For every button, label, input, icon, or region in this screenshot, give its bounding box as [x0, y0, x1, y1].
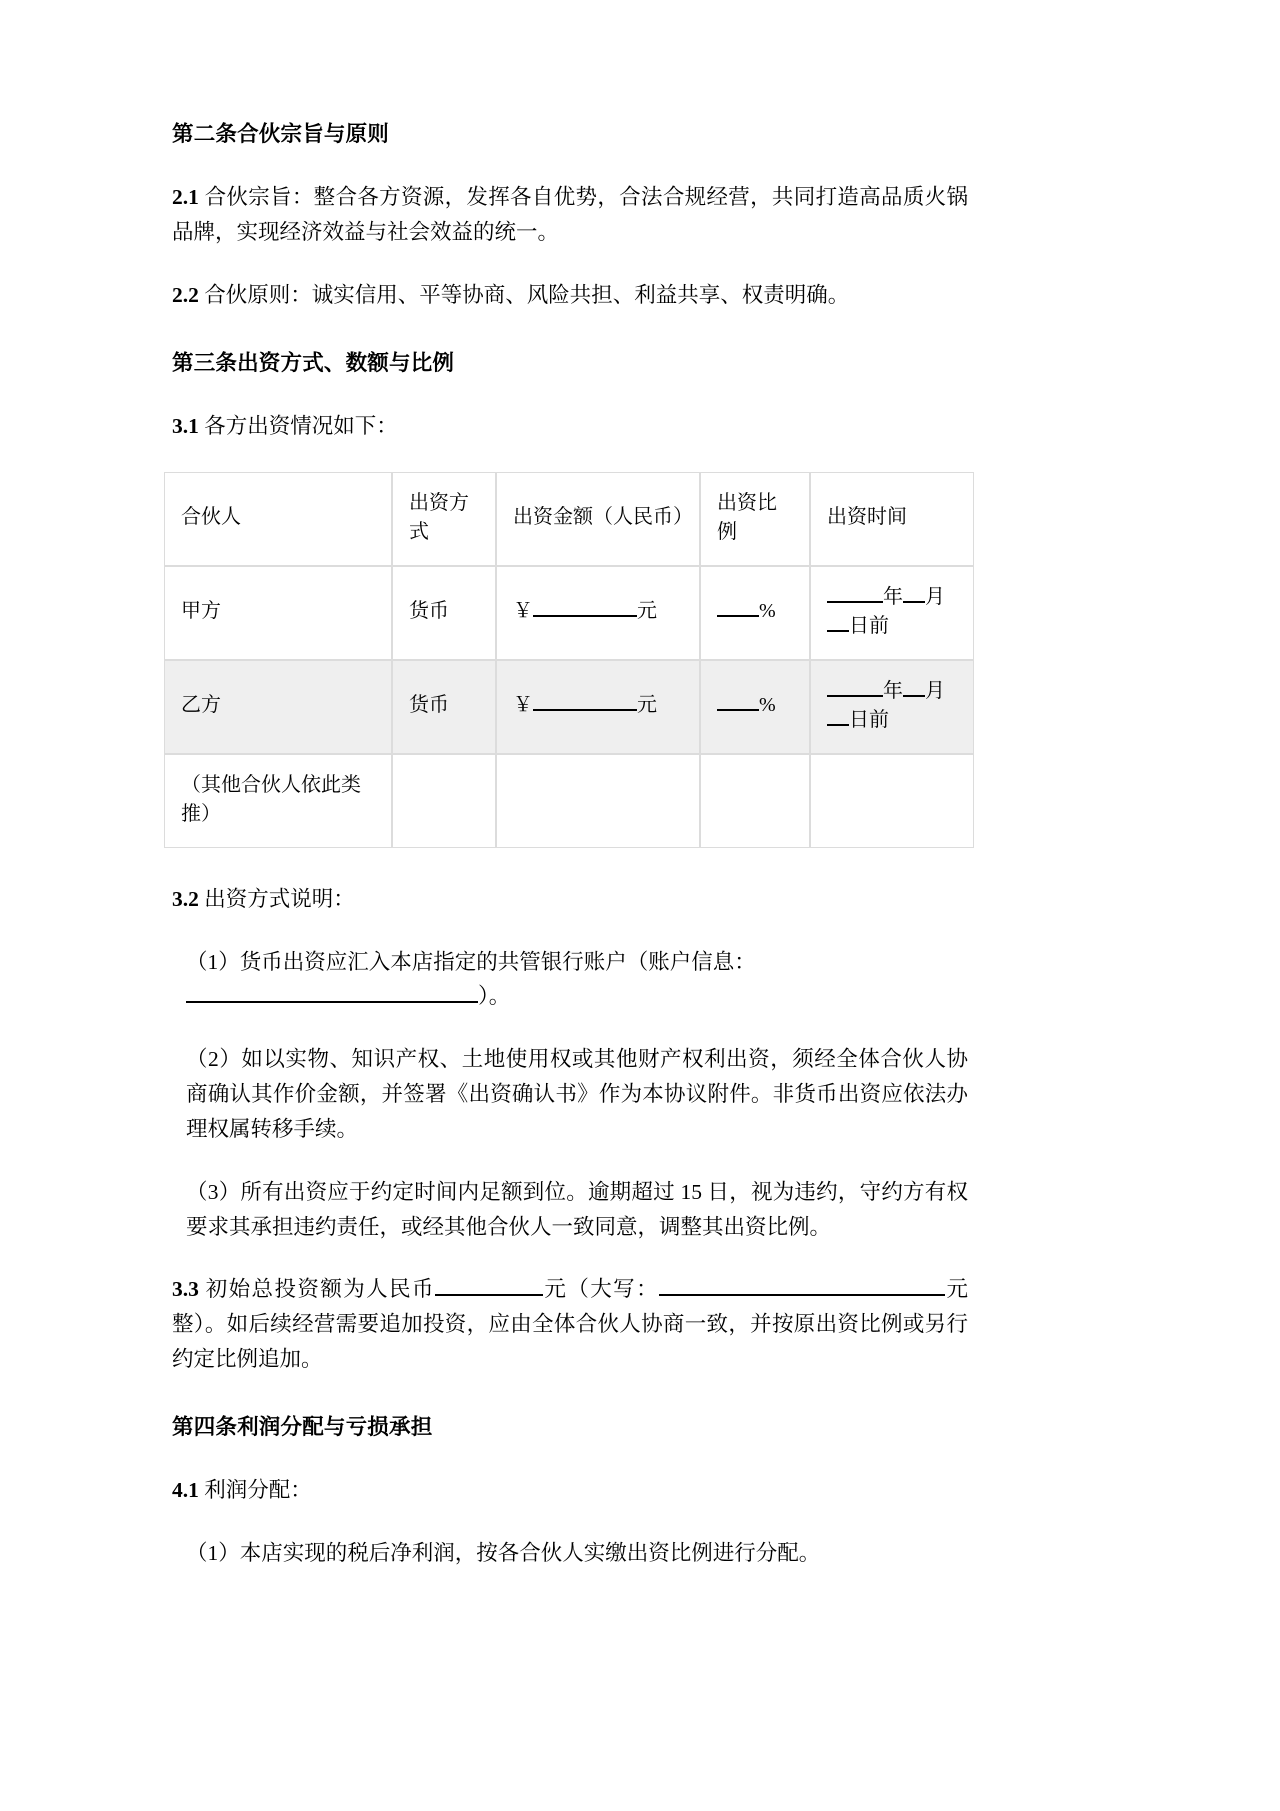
list-marker: （3）: [186, 1179, 241, 1204]
paragraph-number-2-2: 2.2: [172, 282, 199, 307]
year-blank[interactable]: [827, 695, 883, 697]
section-heading-article-2: 第二条合伙宗旨与原则: [172, 122, 390, 146]
cell-amount: [496, 566, 700, 660]
cell-amount: [496, 660, 700, 754]
day-label: 日前: [849, 708, 889, 731]
column-header-time: 出资时间: [810, 472, 974, 566]
list-item-4-1-1: [172, 1536, 968, 1571]
cell-amount: [496, 754, 700, 848]
paragraph-text-4-1: 利润分配：: [204, 1478, 312, 1503]
account-info-blank[interactable]: [186, 1001, 478, 1003]
cell-time: [810, 754, 974, 848]
paragraph-number-3-1: 3.1: [172, 413, 199, 438]
section-heading-article-4: 第四条利润分配与亏损承担: [172, 1414, 433, 1439]
amount-blank[interactable]: [533, 709, 637, 711]
paragraph-2-1: [172, 180, 968, 250]
list-item-3-2-3: [172, 1175, 968, 1245]
total-investment-blank[interactable]: [435, 1294, 543, 1296]
day-blank[interactable]: [827, 630, 849, 632]
amount-blank[interactable]: [533, 615, 637, 617]
paragraph-3-2: [172, 882, 968, 917]
cell-time: [810, 566, 974, 660]
list-item-text-after: ）。: [478, 984, 511, 1009]
cell-method: 货币: [392, 660, 496, 754]
section-heading-article-3: 第三条出资方式、数额与比例: [172, 350, 455, 375]
list-marker: （2）: [186, 1047, 242, 1072]
amount-unit: 元: [637, 694, 657, 717]
paragraph-text-2-1: 合伙宗旨：整合各方资源，发挥各自优势，合法合规经营，共同打造高品质火锅品牌，实现经济效益与社会效益的统一。: [172, 185, 968, 245]
cell-method: 货币: [392, 566, 496, 660]
paragraph-number-3-2: 3.2: [172, 886, 199, 911]
list-item-text: 货币出资应汇入本店指定的共管银行账户（账户信息：: [239, 949, 756, 974]
percent-symbol: %: [759, 694, 776, 717]
cell-time: [810, 660, 974, 754]
month-blank[interactable]: [903, 601, 925, 603]
cell-ratio: [700, 566, 810, 660]
year-label: 年: [883, 679, 903, 702]
column-header-partner: 合伙人: [164, 472, 392, 566]
cell-partner: 甲方: [164, 566, 392, 660]
table-row: [164, 660, 974, 754]
contribution-table: [164, 472, 974, 848]
month-label: 月: [925, 679, 945, 702]
cell-method: [392, 754, 496, 848]
list-item-3-2-2: [172, 1042, 968, 1146]
month-label: 月: [925, 585, 945, 608]
paragraph-number-3-3: 3.3: [172, 1277, 199, 1302]
day-blank[interactable]: [827, 724, 849, 726]
month-blank[interactable]: [903, 695, 925, 697]
cell-partner: 乙方: [164, 660, 392, 754]
paragraph-3-1: [172, 409, 968, 444]
paragraph-4-1: [172, 1473, 968, 1508]
table-row: [164, 754, 974, 848]
amount-unit: 元: [637, 600, 657, 623]
percent-symbol: %: [759, 600, 776, 623]
ratio-blank[interactable]: [717, 615, 759, 617]
ratio-blank[interactable]: [717, 709, 759, 711]
list-item-text: 如以实物、知识产权、土地使用权或其他财产权利出资，须经全体合伙人协商确认其作价金额，并签署《出资确认书》作为本协议附件。非货币出资应依法办理权属转移手续。: [186, 1047, 968, 1141]
paragraph-text-3-2: 出资方式说明：: [204, 886, 355, 911]
total-investment-words-blank[interactable]: [659, 1294, 945, 1296]
list-marker: （1）: [186, 1541, 240, 1565]
column-header-ratio: 出资比例: [700, 472, 810, 566]
table-row: [164, 566, 974, 660]
paragraph-2-2: [172, 278, 968, 313]
list-item-text: 本店实现的税后净利润，按各合伙人实缴出资比例进行分配。: [239, 1541, 821, 1565]
paragraph-number-2-1: 2.1: [172, 185, 199, 210]
paragraph-number-4-1: 4.1: [172, 1478, 199, 1503]
paragraph-text-3-3-part1: 初始总投资额为人民币: [205, 1277, 435, 1302]
paragraph-3-3: [172, 1272, 968, 1376]
cell-partner: （其他合伙人依此类推）: [164, 754, 392, 848]
cell-ratio: [700, 660, 810, 754]
currency-symbol: ￥: [513, 600, 533, 623]
list-marker: （1）: [186, 949, 240, 974]
table-header-row: [164, 472, 974, 566]
cell-ratio: [700, 754, 810, 848]
list-item-text: 所有出资应于约定时间内足额到位。逾期超过 15 日，视为违约，守约方有权要求其承担违约责任，或经其他合伙人一致同意，调整其出资比例。: [186, 1179, 968, 1239]
paragraph-text-2-2: 合伙原则：诚实信用、平等协商、风险共担、利益共享、权责明确。: [204, 282, 850, 307]
document-content: [172, 118, 968, 1571]
year-blank[interactable]: [827, 601, 883, 603]
column-header-method: 出资方式: [392, 472, 496, 566]
paragraph-text-3-1: 各方出资情况如下：: [204, 413, 398, 438]
list-item-3-2-1: [172, 945, 968, 1015]
column-header-amount: 出资金额（人民币）: [496, 472, 700, 566]
paragraph-text-3-3-part2: 元（大写：: [542, 1277, 660, 1302]
day-label: 日前: [849, 614, 889, 637]
year-label: 年: [883, 585, 903, 608]
paragraph-text-3-3-part3: 元整）。如后续经营需要追加投资，应由全体合伙人协商一致，并按原出资比例或另行约定比例追加。: [172, 1277, 968, 1372]
currency-symbol: ￥: [513, 694, 533, 717]
